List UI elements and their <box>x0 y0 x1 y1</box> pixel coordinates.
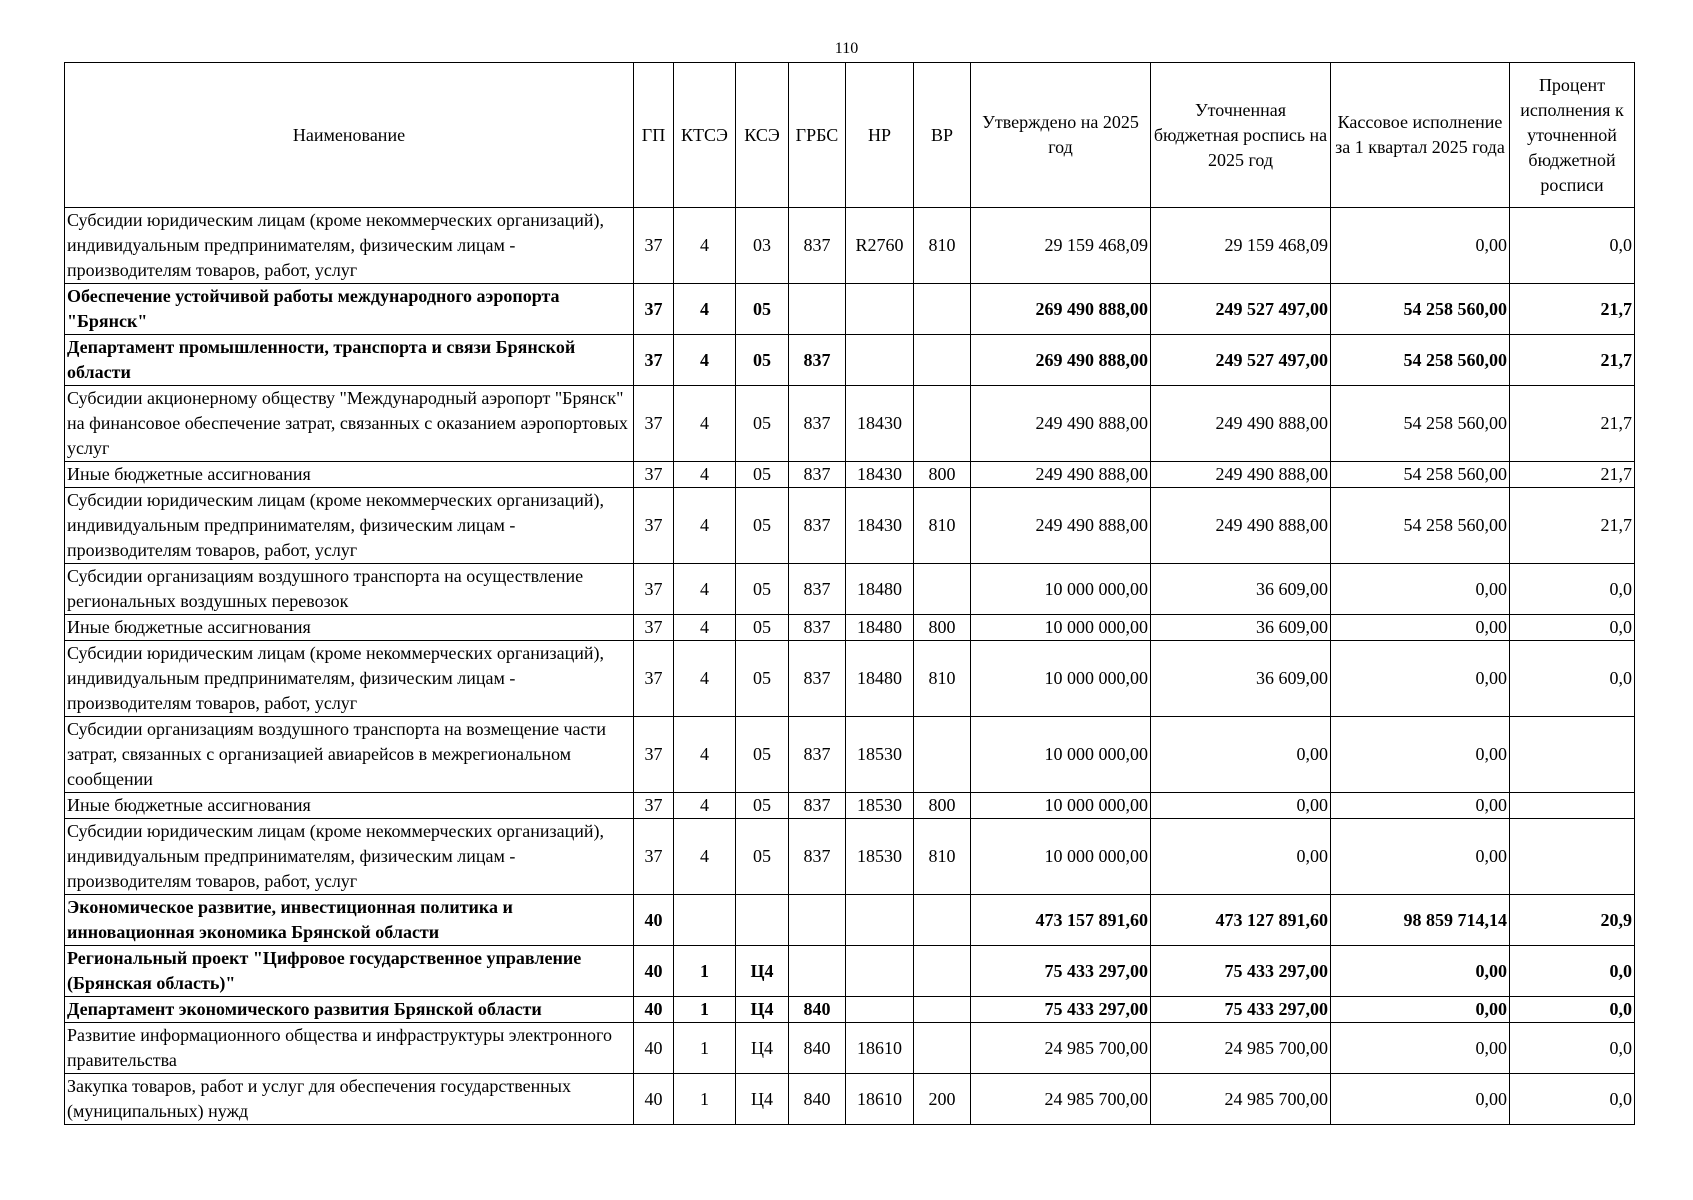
row-grbs <box>789 284 846 335</box>
row-nr <box>846 895 914 946</box>
row-kse: 05 <box>736 462 789 488</box>
row-approved: 269 490 888,00 <box>971 284 1151 335</box>
row-grbs <box>789 946 846 997</box>
table-row <box>65 819 1635 895</box>
table-row <box>65 717 1635 793</box>
row-gp: 40 <box>634 946 674 997</box>
row-approved: 269 490 888,00 <box>971 335 1151 386</box>
row-gp: 37 <box>634 386 674 462</box>
page-number: 110 <box>834 40 859 57</box>
row-gp: 40 <box>634 1074 674 1125</box>
row-refined: 473 127 891,60 <box>1151 895 1331 946</box>
row-approved: 75 433 297,00 <box>971 997 1151 1023</box>
row-percent: 0,0 <box>1510 208 1635 284</box>
table-row <box>65 335 1635 386</box>
row-name: Субсидии юридическим лицам (кроме некоммерческих организаций), индивидуальным предпринимателям, физическим лицам - производителям товаров, работ, услуг <box>65 641 634 717</box>
row-ktse: 4 <box>674 284 736 335</box>
row-refined: 36 609,00 <box>1151 615 1331 641</box>
row-nr: 18530 <box>846 819 914 895</box>
row-vr <box>914 1023 971 1074</box>
table-row <box>65 1074 1635 1125</box>
row-kse: 05 <box>736 717 789 793</box>
header-row <box>65 63 1635 208</box>
row-vr: 810 <box>914 488 971 564</box>
row-gp: 37 <box>634 208 674 284</box>
row-ktse: 4 <box>674 641 736 717</box>
row-gp: 40 <box>634 997 674 1023</box>
row-name: Закупка товаров, работ и услуг для обеспечения государственных (муниципальных) нужд <box>65 1074 634 1125</box>
row-cash: 98 859 714,14 <box>1331 895 1510 946</box>
row-vr: 810 <box>914 641 971 717</box>
col-header-gp: ГП <box>634 63 674 208</box>
row-grbs: 837 <box>789 386 846 462</box>
row-name: Субсидии юридическим лицам (кроме некоммерческих организаций), индивидуальным предпринимателям, физическим лицам - производителям товаров, работ, услуг <box>65 488 634 564</box>
row-percent <box>1510 819 1635 895</box>
row-ktse <box>674 895 736 946</box>
row-approved: 10 000 000,00 <box>971 564 1151 615</box>
row-kse: Ц4 <box>736 1023 789 1074</box>
col-header-kse: КСЭ <box>736 63 789 208</box>
row-approved: 10 000 000,00 <box>971 641 1151 717</box>
row-gp: 37 <box>634 462 674 488</box>
row-refined: 0,00 <box>1151 717 1331 793</box>
row-ktse: 1 <box>674 1023 736 1074</box>
row-nr <box>846 946 914 997</box>
table-row <box>65 1023 1635 1074</box>
row-percent: 21,7 <box>1510 386 1635 462</box>
table-row <box>65 208 1635 284</box>
row-approved: 249 490 888,00 <box>971 462 1151 488</box>
row-refined: 249 527 497,00 <box>1151 284 1331 335</box>
row-nr: 18480 <box>846 615 914 641</box>
row-name: Департамент экономического развития Брянской области <box>65 997 634 1023</box>
row-percent: 0,0 <box>1510 641 1635 717</box>
row-approved: 249 490 888,00 <box>971 488 1151 564</box>
row-ktse: 4 <box>674 335 736 386</box>
row-refined: 249 490 888,00 <box>1151 386 1331 462</box>
row-percent <box>1510 793 1635 819</box>
row-nr <box>846 284 914 335</box>
row-gp: 37 <box>634 335 674 386</box>
table-row <box>65 284 1635 335</box>
row-refined: 24 985 700,00 <box>1151 1074 1331 1125</box>
row-percent <box>1510 717 1635 793</box>
row-nr: 18430 <box>846 462 914 488</box>
row-vr <box>914 335 971 386</box>
row-gp: 37 <box>634 641 674 717</box>
row-kse: 05 <box>736 564 789 615</box>
col-header-cash: Кассовое исполнение за 1 квартал 2025 года <box>1331 63 1510 208</box>
row-nr: 18480 <box>846 641 914 717</box>
row-vr <box>914 717 971 793</box>
row-ktse: 4 <box>674 819 736 895</box>
row-grbs: 837 <box>789 208 846 284</box>
row-nr <box>846 335 914 386</box>
row-ktse: 4 <box>674 615 736 641</box>
table-row <box>65 997 1635 1023</box>
row-kse: Ц4 <box>736 997 789 1023</box>
row-nr: 18430 <box>846 386 914 462</box>
row-gp: 37 <box>634 488 674 564</box>
row-gp: 37 <box>634 819 674 895</box>
row-refined: 36 609,00 <box>1151 641 1331 717</box>
row-gp: 37 <box>634 793 674 819</box>
row-vr: 810 <box>914 208 971 284</box>
row-approved: 29 159 468,09 <box>971 208 1151 284</box>
col-header-refined: Уточненная бюджетная роспись на 2025 год <box>1151 63 1331 208</box>
row-name: Иные бюджетные ассигнования <box>65 615 634 641</box>
row-name: Региональный проект "Цифровое государственное управление (Брянская область)" <box>65 946 634 997</box>
row-cash: 0,00 <box>1331 1074 1510 1125</box>
row-refined: 75 433 297,00 <box>1151 946 1331 997</box>
row-cash: 0,00 <box>1331 615 1510 641</box>
row-percent: 21,7 <box>1510 462 1635 488</box>
row-cash: 0,00 <box>1331 997 1510 1023</box>
row-nr: 18610 <box>846 1074 914 1125</box>
row-ktse: 4 <box>674 488 736 564</box>
table-row <box>65 641 1635 717</box>
row-refined: 0,00 <box>1151 793 1331 819</box>
col-header-grbs: ГРБС <box>789 63 846 208</box>
row-name: Обеспечение устойчивой работы международного аэропорта "Брянск" <box>65 284 634 335</box>
row-vr <box>914 386 971 462</box>
row-refined: 36 609,00 <box>1151 564 1331 615</box>
row-nr <box>846 997 914 1023</box>
row-refined: 249 527 497,00 <box>1151 335 1331 386</box>
row-cash: 0,00 <box>1331 564 1510 615</box>
row-approved: 75 433 297,00 <box>971 946 1151 997</box>
row-grbs: 837 <box>789 793 846 819</box>
col-header-name: Наименование <box>65 63 634 208</box>
row-approved: 10 000 000,00 <box>971 615 1151 641</box>
row-cash: 0,00 <box>1331 641 1510 717</box>
row-cash: 0,00 <box>1331 793 1510 819</box>
row-vr <box>914 997 971 1023</box>
row-cash: 54 258 560,00 <box>1331 488 1510 564</box>
row-grbs: 840 <box>789 1074 846 1125</box>
row-refined: 24 985 700,00 <box>1151 1023 1331 1074</box>
row-kse: 03 <box>736 208 789 284</box>
row-grbs: 837 <box>789 615 846 641</box>
row-percent: 21,7 <box>1510 335 1635 386</box>
row-refined: 249 490 888,00 <box>1151 462 1331 488</box>
row-vr <box>914 946 971 997</box>
row-refined: 75 433 297,00 <box>1151 997 1331 1023</box>
row-approved: 10 000 000,00 <box>971 793 1151 819</box>
row-ktse: 4 <box>674 793 736 819</box>
row-grbs <box>789 895 846 946</box>
row-name: Развитие информационного общества и инфраструктуры электронного правительства <box>65 1023 634 1074</box>
row-nr: 18530 <box>846 793 914 819</box>
row-cash: 0,00 <box>1331 819 1510 895</box>
row-refined: 249 490 888,00 <box>1151 488 1331 564</box>
row-kse: 05 <box>736 615 789 641</box>
row-approved: 10 000 000,00 <box>971 819 1151 895</box>
table-row <box>65 793 1635 819</box>
row-percent: 20,9 <box>1510 895 1635 946</box>
row-ktse: 4 <box>674 717 736 793</box>
row-ktse: 1 <box>674 997 736 1023</box>
row-name: Департамент промышленности, транспорта и связи Брянской области <box>65 335 634 386</box>
table-body <box>65 208 1635 1125</box>
row-cash: 0,00 <box>1331 717 1510 793</box>
table-row <box>65 895 1635 946</box>
row-percent: 0,0 <box>1510 1074 1635 1125</box>
row-vr: 800 <box>914 615 971 641</box>
col-header-ktse: КТСЭ <box>674 63 736 208</box>
row-name: Иные бюджетные ассигнования <box>65 793 634 819</box>
row-name: Субсидии юридическим лицам (кроме некоммерческих организаций), индивидуальным предпринимателям, физическим лицам - производителям товаров, работ, услуг <box>65 819 634 895</box>
row-name: Субсидии организациям воздушного транспорта на осуществление региональных воздушных перевозок <box>65 564 634 615</box>
row-name: Субсидии организациям воздушного транспорта на возмещение части затрат, связанных с организацией авиарейсов в межрегиональном сообщении <box>65 717 634 793</box>
col-header-percent: Процент исполнения к уточненной бюджетной росписи <box>1510 63 1635 208</box>
col-header-approved: Утверждено на 2025 год <box>971 63 1151 208</box>
row-kse: 05 <box>736 488 789 564</box>
row-kse: 05 <box>736 793 789 819</box>
row-kse: Ц4 <box>736 946 789 997</box>
row-cash: 54 258 560,00 <box>1331 462 1510 488</box>
row-gp: 40 <box>634 895 674 946</box>
row-grbs: 837 <box>789 564 846 615</box>
row-gp: 37 <box>634 564 674 615</box>
row-cash: 54 258 560,00 <box>1331 335 1510 386</box>
row-kse: 05 <box>736 819 789 895</box>
row-vr <box>914 564 971 615</box>
row-approved: 24 985 700,00 <box>971 1074 1151 1125</box>
row-approved: 473 157 891,60 <box>971 895 1151 946</box>
row-cash: 0,00 <box>1331 1023 1510 1074</box>
col-header-nr: НР <box>846 63 914 208</box>
row-grbs: 837 <box>789 641 846 717</box>
row-name: Иные бюджетные ассигнования <box>65 462 634 488</box>
row-kse: 05 <box>736 284 789 335</box>
row-gp: 37 <box>634 284 674 335</box>
row-kse: 05 <box>736 386 789 462</box>
row-nr: 18530 <box>846 717 914 793</box>
row-vr <box>914 895 971 946</box>
row-nr: 18480 <box>846 564 914 615</box>
row-nr: R2760 <box>846 208 914 284</box>
row-nr: 18610 <box>846 1023 914 1074</box>
row-ktse: 4 <box>674 386 736 462</box>
row-percent: 0,0 <box>1510 946 1635 997</box>
row-name: Субсидии юридическим лицам (кроме некоммерческих организаций), индивидуальным предпринимателям, физическим лицам - производителям товаров, работ, услуг <box>65 208 634 284</box>
row-ktse: 1 <box>674 946 736 997</box>
row-grbs: 837 <box>789 819 846 895</box>
row-vr: 800 <box>914 793 971 819</box>
row-percent: 0,0 <box>1510 997 1635 1023</box>
row-gp: 37 <box>634 615 674 641</box>
table-row <box>65 488 1635 564</box>
row-kse: 05 <box>736 641 789 717</box>
row-refined: 0,00 <box>1151 819 1331 895</box>
table-row <box>65 615 1635 641</box>
row-approved: 249 490 888,00 <box>971 386 1151 462</box>
row-percent: 0,0 <box>1510 1023 1635 1074</box>
row-vr: 810 <box>914 819 971 895</box>
row-vr: 800 <box>914 462 971 488</box>
row-nr: 18430 <box>846 488 914 564</box>
row-gp: 37 <box>634 717 674 793</box>
row-kse: 05 <box>736 335 789 386</box>
row-vr: 200 <box>914 1074 971 1125</box>
row-refined: 29 159 468,09 <box>1151 208 1331 284</box>
row-name: Экономическое развитие, инвестиционная политика и инновационная экономика Брянской области <box>65 895 634 946</box>
budget-table <box>64 62 1635 1125</box>
row-grbs: 837 <box>789 335 846 386</box>
row-percent: 0,0 <box>1510 564 1635 615</box>
row-vr <box>914 284 971 335</box>
col-header-vr: ВР <box>914 63 971 208</box>
row-ktse: 4 <box>674 564 736 615</box>
table-row <box>65 946 1635 997</box>
row-approved: 24 985 700,00 <box>971 1023 1151 1074</box>
row-cash: 0,00 <box>1331 208 1510 284</box>
row-cash: 54 258 560,00 <box>1331 386 1510 462</box>
row-cash: 0,00 <box>1331 946 1510 997</box>
row-percent: 0,0 <box>1510 615 1635 641</box>
row-approved: 10 000 000,00 <box>971 717 1151 793</box>
row-kse <box>736 895 789 946</box>
table-row <box>65 462 1635 488</box>
row-cash: 54 258 560,00 <box>1331 284 1510 335</box>
row-gp: 40 <box>634 1023 674 1074</box>
row-grbs: 840 <box>789 997 846 1023</box>
row-kse: Ц4 <box>736 1074 789 1125</box>
row-ktse: 4 <box>674 462 736 488</box>
table-row <box>65 564 1635 615</box>
row-percent: 21,7 <box>1510 488 1635 564</box>
row-grbs: 840 <box>789 1023 846 1074</box>
row-ktse: 4 <box>674 208 736 284</box>
row-ktse: 1 <box>674 1074 736 1125</box>
row-grbs: 837 <box>789 717 846 793</box>
row-percent: 21,7 <box>1510 284 1635 335</box>
row-name: Субсидии акционерному обществу "Международный аэропорт "Брянск" на финансовое обеспечение затрат, связанных с оказанием аэропортовых услуг <box>65 386 634 462</box>
row-grbs: 837 <box>789 462 846 488</box>
row-grbs: 837 <box>789 488 846 564</box>
table-row <box>65 386 1635 462</box>
